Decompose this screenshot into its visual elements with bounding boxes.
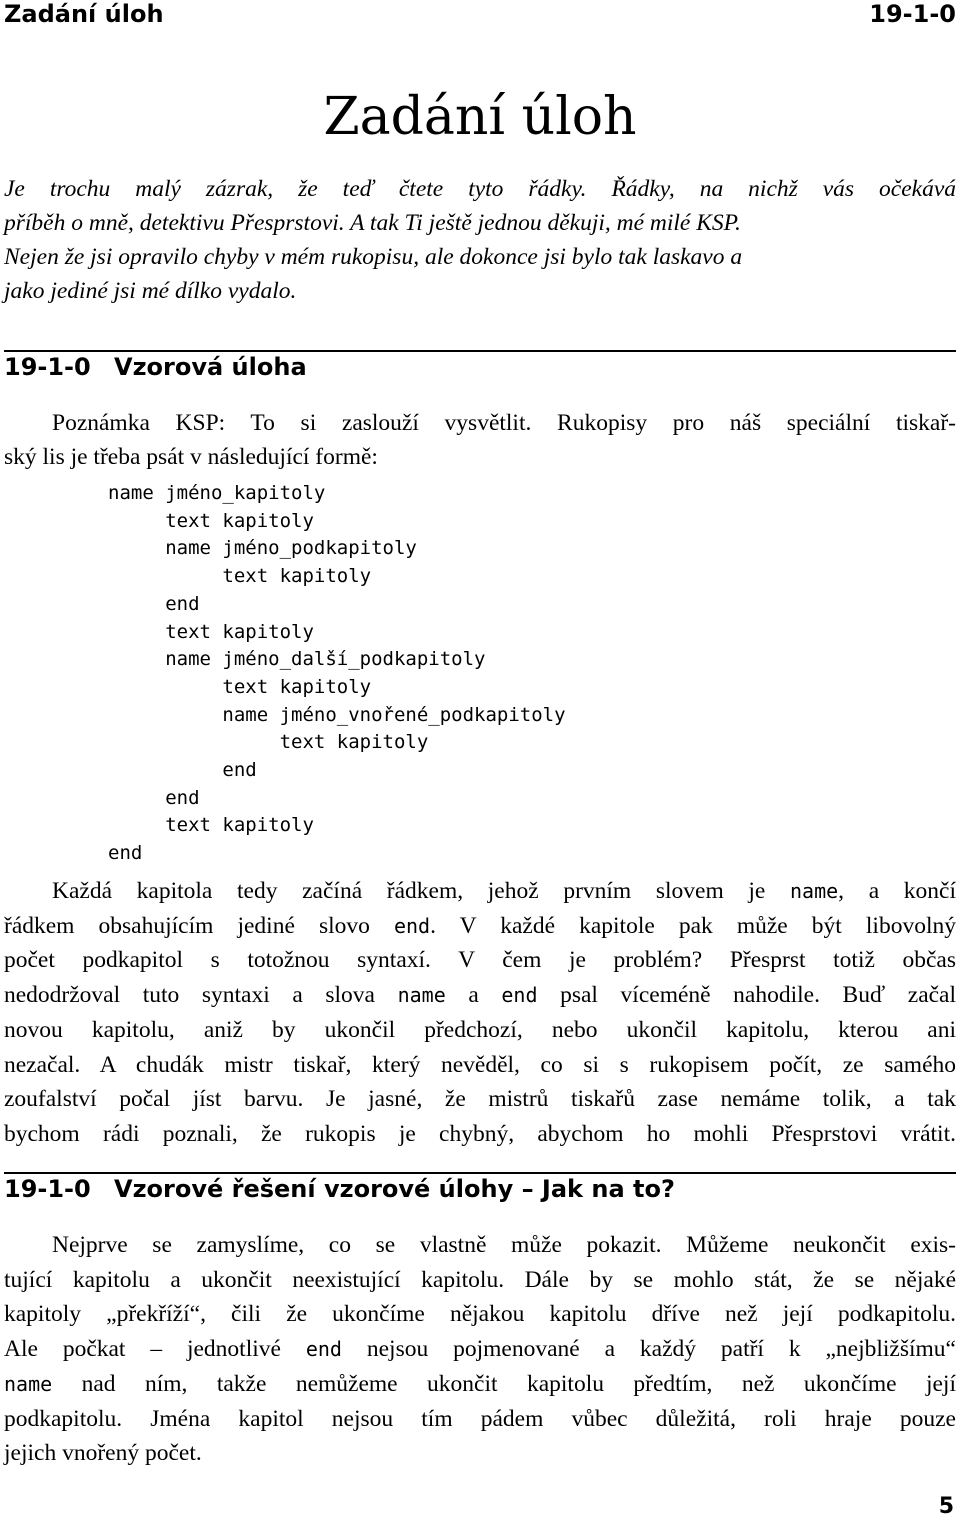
- code-line: text kapitoly: [108, 731, 429, 754]
- page-title: Zadání úloh: [323, 87, 637, 147]
- paragraph-line: bychom rádi poznali, že rukopis je chybný, abychom ho mohli Přesprstovi vrátit.: [4, 1120, 956, 1147]
- paragraph-line: nedodržoval tuto syntaxi a slova name a end psal víceméně nahodile. Buď začal: [4, 982, 957, 1009]
- code-line: text kapitoly: [108, 620, 314, 643]
- running-header-left: Zadání úloh: [4, 0, 164, 28]
- section-number: 19-1-0: [4, 1175, 91, 1203]
- inline-code: end: [305, 1337, 342, 1362]
- code-line: name jméno_vnořené_podkapitoly: [108, 703, 566, 726]
- code-line: text kapitoly: [108, 509, 314, 532]
- code-line: name jméno_kapitoly: [108, 482, 326, 504]
- intro-line: příběh o mně, detektivu Přesprstovi. A tak Ti ještě jednou děkuji, mé milé KSP.: [4, 210, 741, 236]
- code-line: end: [108, 759, 257, 782]
- inline-code: end: [393, 913, 431, 938]
- code-block: [108, 480, 566, 868]
- paragraph-line: tující kapitolu a ukončit neexistující kapitolu. Dále by se mohlo stát, že se nějaké: [4, 1266, 956, 1293]
- task-intro-paragraph: [52, 406, 956, 441]
- inline-code: end: [501, 983, 538, 1008]
- task-body-paragraph: [4, 874, 956, 1152]
- section-heading-solution: [4, 1172, 956, 1204]
- code-line: text kapitoly: [108, 675, 372, 698]
- paragraph-line: ský lis je třeba psát v následující formě:: [4, 444, 378, 470]
- paragraph-line: novou kapitolu, aniž by ukončil předchozí, nebo ukončil kapitolu, kterou ani: [4, 1016, 956, 1043]
- section-heading-task: [4, 350, 956, 382]
- intro-line: jako jediné jsi mé dílko vydalo.: [4, 278, 297, 304]
- paragraph-line: kapitoly „překříží“, čili že ukončíme nějakou kapitolu dříve než její podkapitolu.: [4, 1301, 956, 1328]
- inline-code: name: [790, 879, 839, 903]
- running-header: [4, 0, 956, 28]
- section-title: Vzorová úloha: [114, 353, 307, 381]
- paragraph-line: nezačal. A chudák mistr tiskař, který nevěděl, co si s rukopisem počít, ze samého: [4, 1051, 956, 1078]
- running-header-right: 19-1-0: [869, 0, 956, 28]
- paragraph-line: Poznámka KSP: To si zaslouží vysvětlit. Rukopisy pro náš speciální tiskař-: [52, 410, 956, 436]
- paragraph-line: podkapitolu. Jména kapitol nejsou tím pádem vůbec důležitá, roli hraje pouze: [4, 1405, 956, 1432]
- paragraph-line: zoufalství počal jíst barvu. Je jasné, že mistrů tiskařů zase nemáme tolik, a tak: [4, 1086, 956, 1113]
- task-intro-paragraph-cont: [4, 440, 956, 475]
- paragraph-line: řádkem obsahujícím jediné slovo end. V každé kapitole pak může být libovolný: [4, 912, 956, 939]
- page-number: 5: [938, 1494, 954, 1519]
- code-line: end: [108, 842, 143, 865]
- inline-code: name: [4, 1371, 53, 1396]
- intro-paragraph: [4, 172, 956, 308]
- code-line: name jméno_podkapitoly: [108, 537, 417, 560]
- paragraph-line: Každá kapitola tedy začíná řádkem, jehož prvním slovem je name, a končí: [52, 878, 956, 904]
- inline-code: name: [397, 983, 446, 1008]
- paragraph-line: počet podkapitol s totožnou syntaxí. V čem je problém? Přesprst totiž občas: [4, 947, 956, 974]
- solution-paragraph: [4, 1228, 956, 1471]
- paragraph-line: Ale počkat – jednotlivé end nejsou pojmenované a každý patří k „nejbližšímu“: [4, 1336, 956, 1363]
- section-number: 19-1-0: [4, 353, 91, 381]
- code-line: text kapitoly: [108, 814, 314, 837]
- intro-line: Je trochu malý zázrak, že teď čtete tyto řádky. Řádky, na nichž vás očekává: [4, 176, 956, 202]
- paragraph-line: name nad ním, takže nemůžeme ukončit kapitolu předtím, než ukončíme její: [4, 1370, 956, 1397]
- code-line: end: [108, 786, 200, 809]
- code-line: text kapitoly: [108, 565, 372, 588]
- section-title: Vzorové řešení vzorové úlohy – Jak na to?: [114, 1175, 675, 1203]
- paragraph-line: Nejprve se zamyslíme, co se vlastně může pokazit. Můžeme neukončit exis-: [52, 1232, 956, 1258]
- code-line: name jméno_další_podkapitoly: [108, 648, 486, 671]
- paragraph-line: jejich vnořený počet.: [4, 1440, 202, 1467]
- intro-line: Nejen že jsi opravilo chyby v mém rukopisu, ale dokonce jsi bylo tak laskavo a: [4, 244, 743, 270]
- code-line: end: [108, 592, 200, 615]
